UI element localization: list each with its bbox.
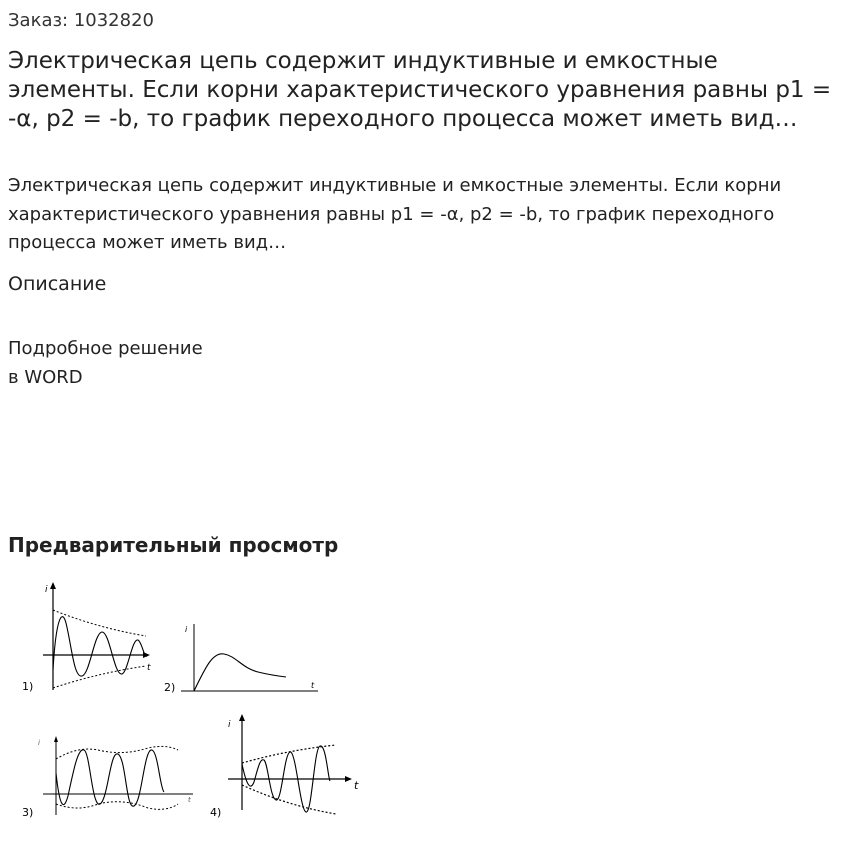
graph-3-lower-envelope [56, 802, 178, 810]
graph-4-x-arrow [345, 776, 352, 782]
graph-3-y-arrow [54, 736, 58, 742]
preview-image [18, 578, 363, 823]
graph-2-number: 2) [164, 681, 176, 694]
graph-1-lower-envelope [53, 666, 146, 688]
graph-4-y-arrow [239, 714, 245, 721]
graph-3-y-label: i [38, 739, 40, 747]
order-number: Заказ: 1032820 [8, 10, 154, 31]
graph-1-upper-envelope [53, 610, 146, 636]
graph-4-y-label: i [228, 720, 231, 730]
description-line-2: в WORD [8, 366, 83, 388]
graph-3 [22, 736, 193, 819]
graph-1-number: 1) [22, 680, 34, 693]
graph-3-upper-envelope [56, 746, 178, 759]
transient-graphs-figure [18, 578, 363, 823]
task-text: Электрическая цепь содержит индуктивные и емкостные элементы. Если корни характеристического уравнения равны p1 = -α, p2 = -b, то график переходного процесса может иметь вид… [8, 175, 782, 253]
description-heading: Описание [8, 273, 107, 295]
graph-1-y-arrow [50, 582, 56, 589]
graph-3-x-label: t [188, 796, 191, 804]
graph-4-number: 4) [210, 806, 222, 819]
task-title: Электрическая цепь содержит индуктивные и емкостные элементы. Если корни характеристического уравнения равны p1 = -α, p2 = -b, то график переходного процесса может иметь вид… [8, 48, 832, 132]
preview-heading: Предварительный просмотр [8, 533, 339, 557]
graph-4 [210, 714, 359, 819]
graph-1-y-label: i [45, 585, 48, 595]
graph-2 [164, 624, 318, 694]
graph-2-curve [194, 654, 286, 691]
graph-2-y-label: i [185, 625, 188, 634]
graph-3-number: 3) [22, 806, 34, 819]
graph-4-lower-envelope [242, 785, 336, 814]
description-text [8, 335, 203, 392]
graph-4-x-label: t [354, 779, 359, 792]
graph-4-upper-envelope [242, 745, 336, 763]
graph-1 [22, 582, 151, 693]
description-line-1: Подробное решение [8, 338, 203, 359]
graph-3-curve [56, 750, 164, 806]
graph-1-x-label: t [147, 663, 151, 673]
graph-2-x-label: t [311, 681, 315, 690]
